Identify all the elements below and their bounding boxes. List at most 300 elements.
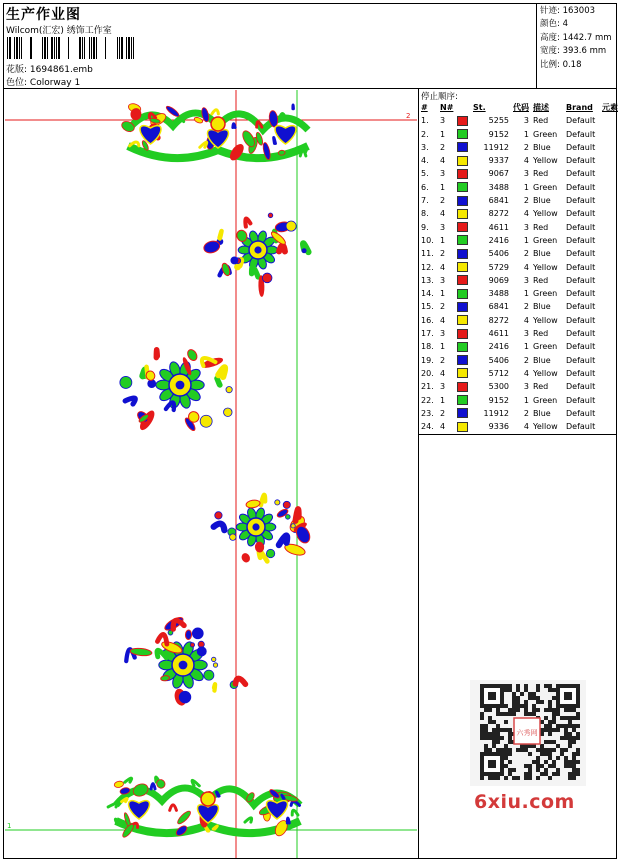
row-element [602,221,618,234]
row-index: 23. [421,408,434,418]
motif-swirl [233,124,235,128]
qr-module [548,764,552,768]
row-brand: Default [566,262,596,272]
row-stitches: 3488 [488,289,509,299]
row-code: 3 [523,382,529,392]
qr-module [492,720,496,724]
qr-module [524,700,528,704]
row-stitches: 3488 [488,182,509,192]
stat-height: 高度: 1442.7 mm [540,32,612,43]
color-swatch [457,275,468,285]
qr-module [484,724,488,728]
qr-module [548,728,552,732]
page-title: 生产作业图 [6,7,81,23]
qr-module [536,760,540,764]
qr-module [572,708,576,712]
row-code: 2 [523,249,529,259]
qr-module [520,748,524,752]
file-label: 花版: [6,65,28,75]
color-swatch [457,209,468,219]
qr-module [508,772,512,776]
qr-module [564,708,568,712]
colorway-row [6,75,80,88]
row-needle: 2 [440,408,446,418]
header-divider [3,88,617,89]
qr-module [524,776,528,780]
qr-module [496,736,500,740]
qr-module [540,764,544,768]
row-element [602,380,618,393]
qr-module [500,712,504,716]
qr-module [524,748,528,752]
qr-module [488,776,492,780]
qr-module [480,728,484,732]
row-description: Yellow [533,156,558,166]
qr-module [532,704,536,708]
qr-module [572,760,576,764]
qr-module [536,756,540,760]
qr-module [552,720,556,724]
color-swatch [457,169,468,179]
qr-module [572,764,576,768]
qr-module [512,692,516,696]
motif-swirl [220,231,222,238]
qr-module [516,696,520,700]
row-index: 14. [421,289,434,299]
row-stitches: 9152 [488,395,509,405]
qr-module [496,724,500,728]
col-header-needle: N# [440,103,454,112]
row-description: Green [533,182,558,192]
qr-module [508,712,512,716]
row-swatch [457,154,473,167]
barcode-bar [14,37,15,59]
qr-module [504,684,508,688]
qr-module [492,732,496,736]
qr-module [488,720,492,724]
row-brand: Default [566,249,596,259]
color-swatch [457,368,468,378]
row-stitches: 5729 [488,262,509,272]
qr-module [484,708,488,712]
table-row [421,407,618,420]
qr-module [564,716,568,720]
row-brand: Default [566,422,596,432]
motif-dot [179,691,191,703]
row-description: Green [533,342,558,352]
color-swatch [457,182,468,192]
qr-module [568,744,572,748]
motif-swirl [217,792,220,796]
motif-leaf [255,542,264,552]
row-code: 4 [523,209,529,219]
motif-dot [283,501,290,508]
qr-module [544,684,548,688]
table-row [421,141,618,154]
qr-stamp-text: 六秀网 [516,729,538,737]
row-brand: Default [566,169,596,179]
row-index: 8. [421,209,429,219]
row-brand: Default [566,395,596,405]
qr-module [480,736,484,740]
row-index: 4. [421,156,429,166]
qr-module [560,724,564,728]
qr-module [568,716,572,720]
row-code: 1 [523,182,529,192]
qr-module [504,728,508,732]
row-needle: 1 [440,342,446,352]
row-description: Red [533,116,549,126]
table-row [421,261,618,274]
table-row [421,221,618,234]
barcode-bar [7,37,8,59]
row-element [602,181,618,194]
row-element [602,234,618,247]
row-stitches: 6841 [488,196,509,206]
qr-module [532,692,536,696]
qr-module [544,768,548,772]
table-row [421,300,618,313]
row-index: 5. [421,169,429,179]
row-needle: 2 [440,142,446,152]
row-element [602,287,618,300]
qr-module [544,752,548,756]
row-swatch [457,340,473,353]
table-header-row [421,101,618,114]
row-needle: 4 [440,209,446,219]
motif-flower-eye [179,661,188,670]
qr-module [508,736,512,740]
motif-swirl [182,118,184,121]
row-index: 18. [421,342,434,352]
file-row [6,62,93,75]
qr-module [548,688,552,692]
qr-module [576,760,580,764]
color-swatch [457,302,468,312]
stop-sequence-title: 停止顺序: [421,92,458,102]
motif-swirl [125,398,135,404]
row-brand: Default [566,209,596,219]
qr-module [532,708,536,712]
design-preview [5,90,417,858]
row-index: 19. [421,355,434,365]
row-stitches: 5406 [488,249,509,259]
qr-module [480,724,484,728]
qr-module [536,776,540,780]
row-description: Green [533,129,558,139]
motif-swirl [295,509,298,521]
qr-module [528,772,532,776]
qr-module [496,740,500,744]
color-swatch [457,142,468,152]
row-stitches: 4611 [488,222,509,232]
row-needle: 3 [440,275,446,285]
qr-finder-core [564,692,572,700]
row-brand: Default [566,142,596,152]
qr-module [568,764,572,768]
qr-module [556,712,560,716]
barcode-bar [58,37,60,59]
qr-module [552,712,556,716]
motif-leaf [246,499,261,509]
qr-module [552,716,556,720]
motif-dot [200,415,212,427]
row-index: 12. [421,262,434,272]
motif-dot [204,670,214,680]
qr-module [556,772,560,776]
row-stitches: 9337 [488,156,509,166]
qr-module [500,736,504,740]
qr-module [508,740,512,744]
stop-sequence-table [421,101,618,433]
qr-module [576,748,580,752]
qr-module [560,748,564,752]
qr-module [536,748,540,752]
color-swatch [457,329,468,339]
barcode-bar [93,37,95,59]
color-swatch [457,156,468,166]
row-brand: Default [566,329,596,339]
table-row [421,274,618,287]
row-index: 1. [421,116,429,126]
color-swatch [457,395,468,405]
row-swatch [457,234,473,247]
row-element [602,154,618,167]
motif-swirl [218,367,225,376]
row-brand: Default [566,196,596,206]
barcode-bar [96,37,97,59]
motif-swirl [245,818,252,822]
qr-module [516,748,520,752]
row-swatch [457,327,473,340]
qr-module [572,724,576,728]
row-index: 24. [421,422,434,432]
qr-module [536,768,540,772]
motif-dot [192,628,203,639]
row-element [602,420,618,433]
row-index: 17. [421,329,434,339]
qr-module [572,740,576,744]
barcode-bar [42,37,43,59]
qr-module [576,768,580,772]
qr-module [564,760,568,764]
motif-swirl [274,138,276,144]
studio-name: Wilcom(汇宏) 绣饰工作室 [6,26,112,36]
side-panel-divider [418,88,419,859]
row-brand: Default [566,289,596,299]
qr-module [528,696,532,700]
row-description: Red [533,329,549,339]
qr-module [556,768,560,772]
qr-module [544,748,548,752]
qr-module [484,728,488,732]
row-element [602,261,618,274]
qr-module [572,728,576,732]
row-code: 2 [523,355,529,365]
col-header-index: # [421,103,428,112]
row-swatch [457,141,473,154]
qr-code-icon [470,680,586,786]
row-needle: 3 [440,329,446,339]
row-swatch [457,407,473,420]
barcode-bar [128,37,130,59]
qr-module [556,728,560,732]
row-stitches: 2416 [488,342,509,352]
barcode-bar [84,37,85,59]
table-row [421,420,618,433]
row-element [602,141,618,154]
row-needle: 4 [440,315,446,325]
qr-module [536,700,540,704]
row-swatch [457,181,473,194]
row-stitches: 2416 [488,235,509,245]
qr-module [504,748,508,752]
qr-module [524,764,528,768]
qr-module [496,728,500,732]
qr-module [572,752,576,756]
row-brand: Default [566,315,596,325]
row-stitches: 5406 [488,355,509,365]
qr-module [540,752,544,756]
motif-dot [266,549,274,557]
color-swatch [457,408,468,418]
qr-module [496,712,500,716]
row-swatch [457,247,473,260]
motif-dot [212,657,216,661]
stat-colors: 颜色: 4 [540,19,568,30]
qr-module [528,712,532,716]
row-description: Red [533,275,549,285]
col-header-swatch [457,101,473,114]
row-swatch [457,300,473,313]
color-swatch [457,262,468,272]
row-needle: 3 [440,116,446,126]
motif-swirl [151,784,155,789]
qr-module [504,744,508,748]
qr-module [484,744,488,748]
qr-module [572,772,576,776]
row-stitches: 11912 [483,408,509,418]
stat-width: 宽度: 393.6 mm [540,46,607,57]
qr-module [568,736,572,740]
qr-module [492,744,496,748]
qr-module [544,728,548,732]
color-swatch [457,196,468,206]
qr-module [548,708,552,712]
qr-module [576,712,580,716]
row-brand: Default [566,382,596,392]
motif-dot [268,213,273,218]
barcode-bar [131,37,132,59]
qr-module [572,768,576,772]
motif-flower-eye [176,381,185,390]
qr-module [504,704,508,708]
qr-module [564,764,568,768]
row-stitches: 5255 [488,116,509,126]
row-code: 4 [523,156,529,166]
motif-swirl [200,142,207,147]
qr-module [480,712,484,716]
row-swatch [457,274,473,287]
row-element [602,394,618,407]
row-element [602,274,618,287]
qr-module [508,708,512,712]
row-brand: Default [566,156,596,166]
motif-flower-center [211,117,225,131]
qr-finder-core [488,760,496,768]
file-name: 1694861.emb [29,65,93,75]
row-description: Yellow [533,209,558,219]
table-row [421,287,618,300]
qr-module [528,768,532,772]
barcode-bar [89,37,90,59]
row-stitches: 8272 [488,209,509,219]
barcode-bar [119,37,120,59]
qr-module [548,684,552,688]
qr-module [548,700,552,704]
qr-module [492,740,496,744]
qr-module [568,732,572,736]
row-stitches: 6841 [488,302,509,312]
embroidery-motifs [108,102,312,839]
qr-module [512,712,516,716]
motif-swirl [279,245,285,251]
motif-swirl [235,679,245,685]
barcode-bar [56,37,57,59]
row-needle: 4 [440,156,446,166]
qr-module [528,692,532,696]
qr-module [492,776,496,780]
row-element [602,314,618,327]
row-description: Blue [533,142,551,152]
col-header-brand: Brand [566,103,593,112]
qr-module [576,732,580,736]
barcode-bar [54,37,55,59]
table-row [421,314,618,327]
qr-module [536,688,540,692]
qr-module [544,772,548,776]
qr-module [536,696,540,700]
qr-module [512,708,516,712]
start-marker: 1 [7,822,12,830]
table-row [421,128,618,141]
qr-module [552,748,556,752]
barcode-bar [51,37,53,59]
color-swatch [457,249,468,259]
motif-leaf [114,780,125,788]
row-description: Blue [533,249,551,259]
qr-module [564,736,568,740]
barcode-bar [30,37,32,59]
qr-module [528,776,532,780]
row-element [602,300,618,313]
color-swatch [457,116,468,126]
qr-module [516,700,520,704]
qr-module [488,732,492,736]
row-description: Blue [533,196,551,206]
qr-module [572,716,576,720]
barcode-bar [126,37,127,59]
qr-module [552,708,556,712]
row-code: 3 [523,275,529,285]
qr-module [532,712,536,716]
qr-module [488,716,492,720]
row-needle: 4 [440,422,446,432]
qr-module [548,704,552,708]
qr-module [488,736,492,740]
motif-dot [120,376,132,388]
watermark-site: 6xiu.com [474,791,575,813]
